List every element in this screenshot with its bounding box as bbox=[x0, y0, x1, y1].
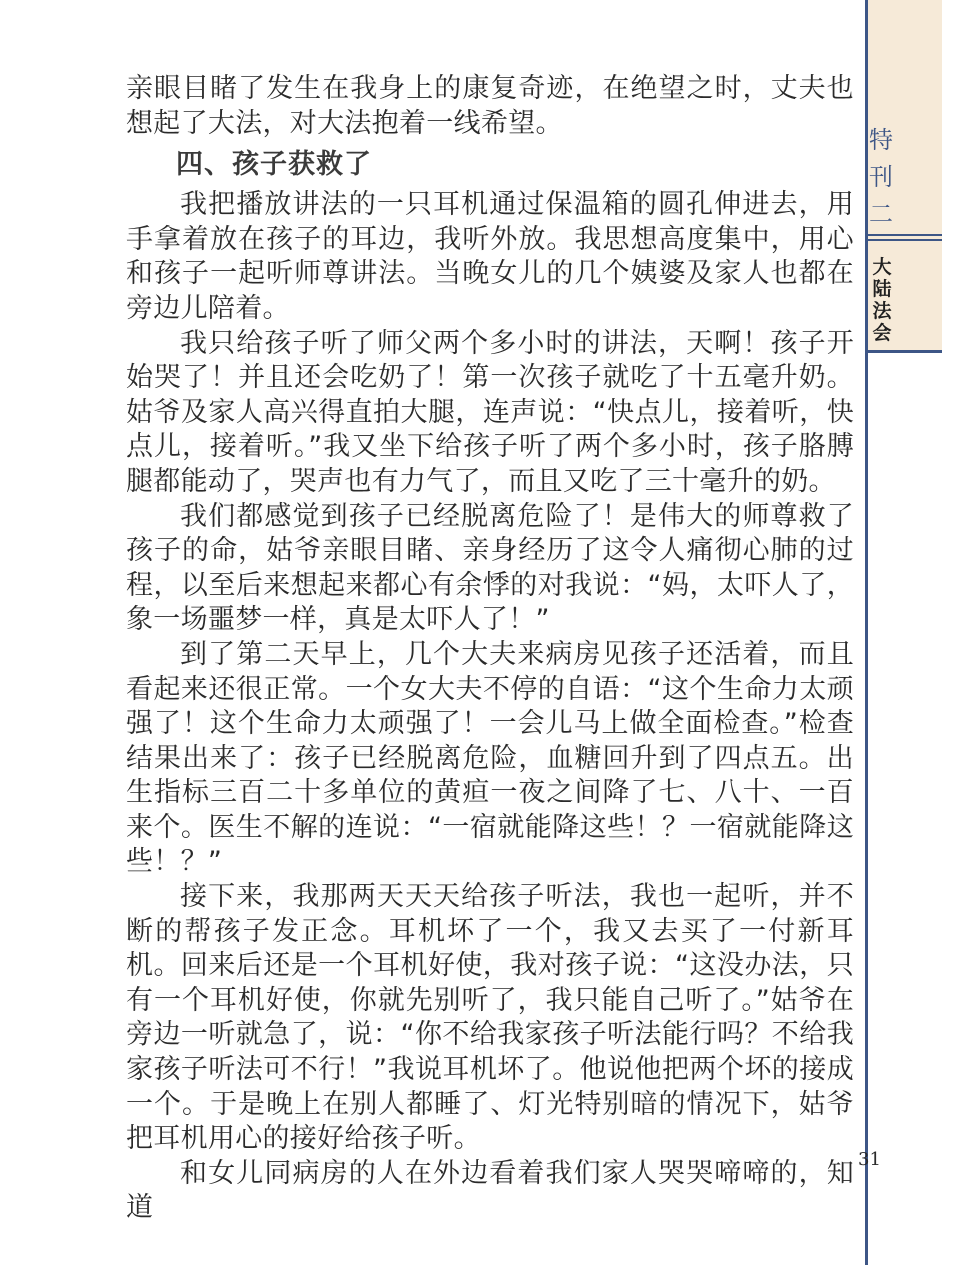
sidebar-tab-bottom-rule bbox=[868, 350, 942, 353]
sidebar-divider-top bbox=[868, 234, 942, 236]
paragraph: 我只给孩子听了师父两个多小时的讲法，天啊！孩子开始哭了！并且还会吃奶了！第一次孩子就吃了十五毫升奶。姑爷及家人高兴得直拍大腿，连声说：“快点儿，接着听，快点儿，接着听。”我又坐下给孩子听了两个多小时，孩子胳膊腿都能动了，哭声也有力气了，而且又吃了三十毫升的奶。 bbox=[126, 327, 854, 497]
paragraph: 到了第二天早上，几个大夫来病房见孩子还活着，而且看起来还很正常。一个女大夫不停的自语：“这个生命力太顽强了！这个生命力太顽强了！一会儿马上做全面检查。”检查结果出来了：孩子已经脱离危险，血糖回升到了四点五。出生指标三百二十多单位的黄疸一夜之间降了七、八十、一百来个。医生不解的连说：“一宿就能降这些！？一宿就能降这些！？” bbox=[126, 638, 854, 878]
paragraph: 接下来，我那两天天天给孩子听法，我也一起听，并不断的帮孩子发正念。耳机坏了一个，我又去买了一付新耳机。回来后还是一个耳机好使，我对孩子说：“这没办法，只有一个耳机好使，你就先别听了，我只能自己听了。”姑爷在旁边一听就急了，说：“你不给我家孩子听法能行吗？不给我家孩子听法可不行！”我说耳机坏了。他说他把两个坏的接成一个。于是晚上在别人都睡了、灯光特别暗的情况下，姑爷把耳机用心的接好给孩子听。 bbox=[126, 881, 854, 1155]
section-heading: 四、孩子获救了 bbox=[176, 149, 372, 181]
section-label: 大陆法会 bbox=[872, 256, 892, 344]
paragraph: 和女儿同病房的人在外边看着我们家人哭哭啼啼的，知道 bbox=[126, 1157, 854, 1224]
page-number: 31 bbox=[858, 1149, 881, 1170]
article-body bbox=[126, 72, 854, 1226]
intro-paragraph: 亲眼目睹了发生在我身上的康复奇迹，在绝望之时，丈夫也想起了大法，对大法抱着一线希望。 bbox=[126, 73, 854, 139]
special-issue-label: 特刊二 bbox=[869, 126, 893, 228]
paragraph: 我把播放讲法的一只耳机通过保温箱的圆孔伸进去，用手拿着放在孩子的耳边，我听外放。我思想高度集中，用心和孩子一起听师尊讲法。当晚女儿的几个姨婆及家人也都在旁边儿陪着。 bbox=[126, 189, 854, 324]
paragraph: 我们都感觉到孩子已经脱离危险了！是伟大的师尊救了孩子的命，姑爷亲眼目睹、亲身经历了这令人痛彻心肺的过程，以至后来想起来都心有余悸的对我说：“妈，太吓人了，象一场噩梦一样，真是太吓人了！” bbox=[126, 500, 854, 636]
sidebar-divider-bottom bbox=[868, 239, 942, 241]
